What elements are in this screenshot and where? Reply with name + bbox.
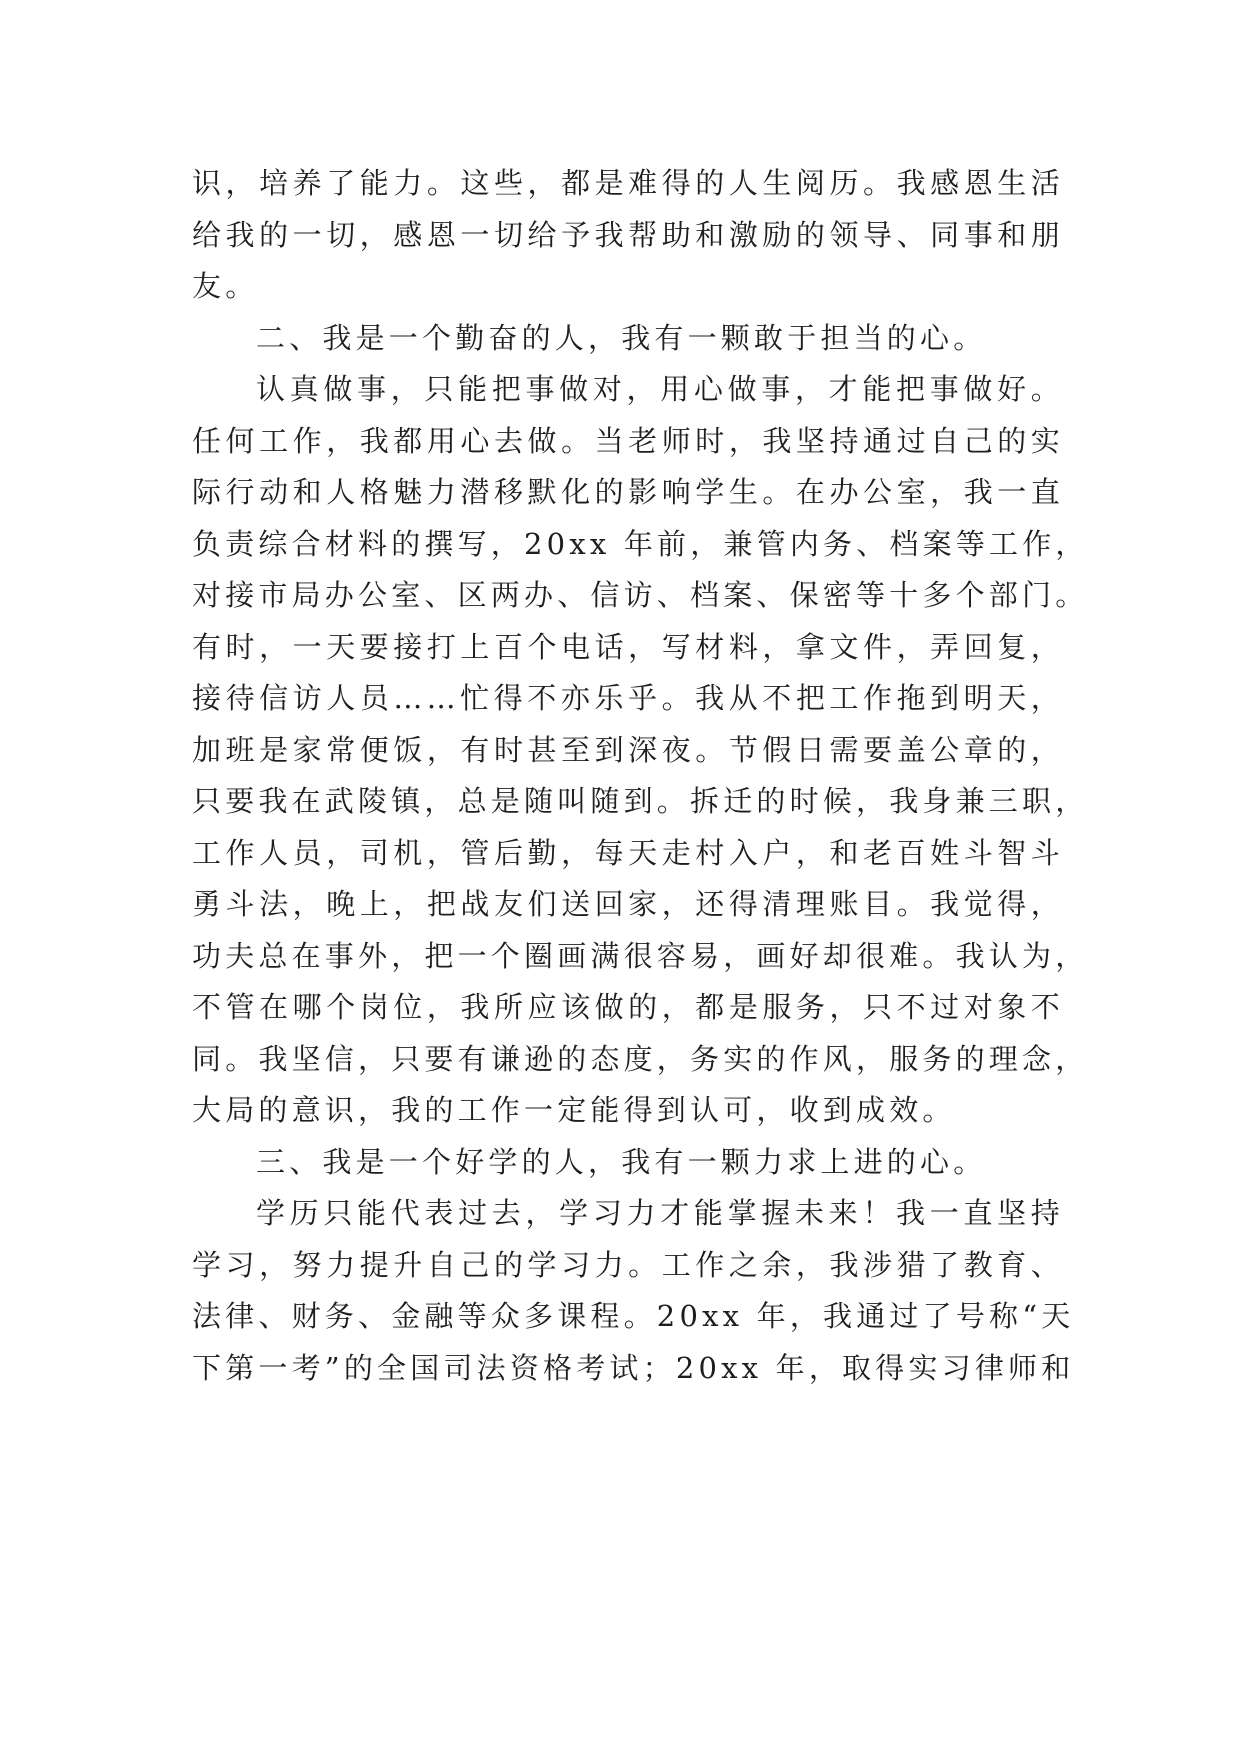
text-line: 学习，努力提升自己的学习力。工作之余，我涉猎了教育、 <box>192 1247 1064 1282</box>
text-line: 识，培养了能力。这些，都是难得的人生阅历。我感恩生活 <box>192 166 1064 200</box>
text-line: 对接市局办公室、区两办、信访、档案、保密等十多个部门。 <box>192 578 1089 612</box>
text-line: 加班是家常便饭，有时甚至到深夜。节假日需要盖公章的， <box>192 732 1064 767</box>
text-line: 有时，一天要接打上百个电话，写材料，拿文件，弄回复， <box>192 629 1064 664</box>
text-line: 同。我坚信，只要有谦逊的态度，务实的作风，服务的理念， <box>192 1041 1089 1076</box>
text-line: 三、我是一个好学的人，我有一颗力求上进的心。 <box>256 1144 987 1179</box>
text-line: 给我的一切，感恩一切给予我帮助和激励的领导、同事和朋 <box>192 217 1064 252</box>
text-line: 勇斗法，晚上，把战友们送回家，还得清理账目。我觉得， <box>192 887 1064 921</box>
text-line: 任何工作，我都用心去做。当老师时，我坚持通过自己的实 <box>192 423 1064 458</box>
text-line: 接待信访人员……忙得不亦乐乎。我从不把工作拖到明天， <box>192 681 1064 715</box>
text-line: 负责综合材料的撰写，20xx 年前，兼管内务、档案等工作， <box>192 526 1089 561</box>
text-line: 功夫总在事外，把一个圈画满很容易，画好却很难。我认为， <box>192 938 1089 973</box>
document-body <box>192 158 1089 1394</box>
text-line: 大局的意识，我的工作一定能得到认可，收到成效。 <box>192 1093 956 1127</box>
text-line: 二、我是一个勤奋的人，我有一颗敢于担当的心。 <box>256 320 987 355</box>
text-line: 下第一考”的全国司法资格考试；20xx 年，取得实习律师和 <box>192 1350 1075 1385</box>
text-line: 际行动和人格魅力潜移默化的影响学生。在办公室，我一直 <box>192 475 1064 509</box>
text-line: 不管在哪个岗位，我所应该做的，都是服务，只不过对象不 <box>192 990 1064 1024</box>
text-line: 学历只能代表过去，学习力才能掌握未来！我一直坚持 <box>256 1196 1064 1230</box>
text-line: 认真做事，只能把事做对，用心做事，才能把事做好。 <box>256 372 1064 406</box>
text-line: 工作人员，司机，管后勤，每天走村入户，和老百姓斗智斗 <box>192 835 1064 870</box>
text-line: 友。 <box>192 269 259 303</box>
text-line: 法律、财务、金融等众多课程。20xx 年，我通过了号称“天 <box>192 1299 1075 1333</box>
text-line: 只要我在武陵镇，总是随叫随到。拆迁的时候，我身兼三职， <box>192 784 1089 818</box>
